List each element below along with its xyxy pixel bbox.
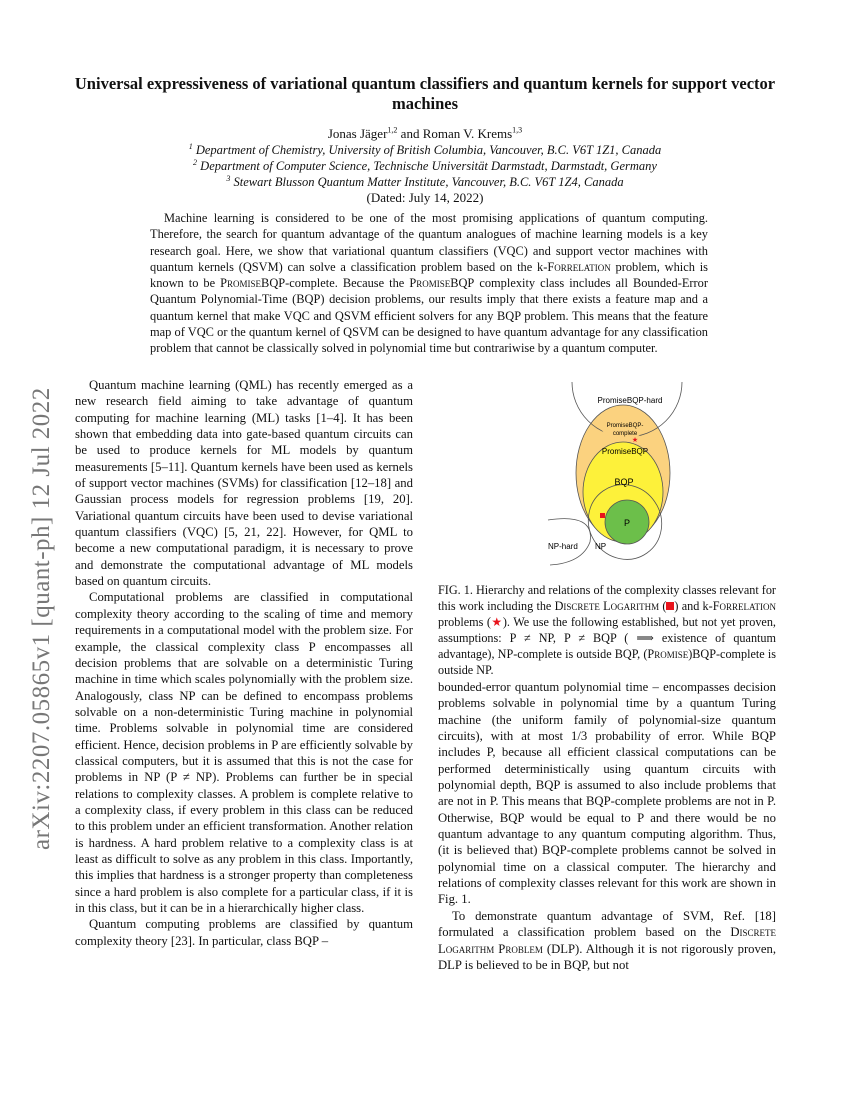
aff-sup: 1 <box>188 141 193 151</box>
author-name: Roman V. Krems <box>422 126 513 141</box>
abstract-text: PromiseBQP <box>220 276 286 291</box>
paragraph: Quantum computing problems are classified by quantum complexity theory [23]. In particular, class BQP – <box>75 917 413 948</box>
author-and: and <box>397 126 423 141</box>
label-p: P <box>623 518 631 528</box>
aff-text: Department of Chemistry, University of British Columbia, Vancouver, B.C. V6T 1Z1, Canada <box>195 143 662 157</box>
aff-text: Department of Computer Science, Technische Universität Darmstadt, Darmstadt, Germany <box>200 159 657 173</box>
label-promisebqp: PromiseBQP <box>601 447 649 456</box>
figure-caption <box>438 582 776 678</box>
aff-sup: 2 <box>193 157 198 167</box>
label-promisebqp-complete-2: complete <box>612 431 638 437</box>
author-sup: 1,2 <box>387 125 398 135</box>
abstract-text: -complete. Because the <box>285 276 410 291</box>
paragraph-text: To demonstrate quantum advantage of SVM, Ref. [18] formulated a classification problem based on the <box>438 908 776 940</box>
abstract-text: Machine learning is considered to be one of the most promising applications of quantum computing. Therefore, the search for quantum advantage of the quantum analogues of machine learning models is a key research goal. Here, we show that variational quantum classifiers (VQC) and support vector machines with quantum kernels (QSVM) can solve a classification problem based on the k- <box>150 211 708 274</box>
paragraph <box>438 908 776 973</box>
abstract-text: Forrelation <box>547 259 611 274</box>
paper-title: Universal expressiveness of variational quantum classifiers and quantum kernels for support vector machines <box>74 74 776 113</box>
abstract-text: problem, which is known to be <box>150 259 708 291</box>
paragraph: Computational problems are classified in computational complexity theory according to the scaling of time and memory requirements in a computational model with the problem size. For example, the classical complexity class P encompasses all decision problems that are solvable on a deterministic Turing machine in time which scales polynomially with the problem size. Analogously, class NP can be defined to encompass problems solvable on a non-deterministic Turing machine in polynomial time. Problems solvable in polynomial time are considered efficient. Hence, decision problems in P are efficiently solvable by classical computers, but it is assumed that this is not the case for problems in NP (P ≠ NP). Problems can further be in special relations to complexity classes. A problem is complete relative to a complexity class, if every problem in this class can be reduced to this problem under an efficient transformation. Another relation is hardness. A hard problem relative to a complexity class is at least as difficult to solve as any problem in this class. Importantly, this implies that hardness is a stronger property than completeness since a hard problem is also complete for a particular class, if it is in this class, but it can be in a hierarchically higher class. <box>75 590 413 915</box>
forrelation-star: ★ <box>631 437 639 444</box>
paragraph-text: Discrete Logarithm Problem <box>438 925 776 956</box>
caption-text: ). We use the following established, but not yet proven, assumptions: P ≠ NP, P ≠ BQP ( ⟹ existence of quantum advantage), NP-complete is outside BQP, ( <box>438 615 776 661</box>
author-sup: 1,3 <box>512 125 523 135</box>
abstract-text: complexity class includes all Bounded-Error Quantum Polynomial-Time (BQP) decision problems, our results imply that there exists a feature map and a quantum kernel that make VQC and QSVM efficient solvers for any BQP problem. This means that the feature map of VQC or the quantum kernel of QSVM can be designed to have quantum advantage for any classification problem that cannot be classically solved in polynomial time but contrariwise by a quantum computer. <box>150 276 708 356</box>
label-promisebqp-complete: PromiseBQP- <box>606 423 644 429</box>
date-line: (Dated: July 14, 2022) <box>366 190 484 205</box>
caption-text: ( <box>659 599 667 613</box>
caption-text: )BQP-complete is outside NP. <box>438 647 777 677</box>
caption-text: FIG. 1. Hierarchy and relations of the complexity classes relevant for this work including the <box>438 583 776 613</box>
abstract-text: PromiseBQP <box>409 276 475 291</box>
discrete-log-marker <box>600 513 605 518</box>
affiliation <box>60 142 790 158</box>
left-column <box>75 377 413 949</box>
authors-block <box>60 126 790 206</box>
red-star-icon: ★ <box>490 615 503 629</box>
label-promisebqp-hard: PromiseBQP-hard <box>597 396 663 405</box>
right-column <box>438 679 776 973</box>
caption-text: problems ( <box>438 615 491 629</box>
aff-text: Stewart Blusson Quantum Matter Institute, Vancouver, B.C. V6T 1Z4, Canada <box>233 175 624 189</box>
aff-sup: 3 <box>226 173 231 183</box>
label-np: NP <box>595 542 607 551</box>
label-bqp: BQP <box>614 477 634 487</box>
paragraph: Quantum machine learning (QML) has recently emerged as a new research field aiming to take advantage of quantum computing for machine learning (ML) tasks [1–4]. It has been shown that embedding data into gate-based quantum circuits can be used to produce kernels for ML models by quantum measurements [5–11]. Quantum kernels have been used as kernels of support vector machines (SVMs) for classification [12–18] and Gaussian process models for regression problems [19, 20]. Variational quantum circuits have been used to devise variational quantum classifiers (VQC) [5, 21, 22]. However, for QML to become a new computational paradigm, it is necessary to prove and demonstrate the computational advantage of ML models based on quantum circuits. <box>75 378 413 589</box>
arxiv-stamp: arXiv:2207.05865v1 [quant-ph] 12 Jul 2022 <box>28 387 55 850</box>
abstract <box>150 210 708 357</box>
affiliation <box>60 174 790 190</box>
caption-text: Promise <box>647 647 689 661</box>
caption-text: ) and k- <box>674 599 713 613</box>
affiliation <box>60 158 790 174</box>
paragraph: bounded-error quantum polynomial time – encompasses decision problems solvable in polynomial time by a quantum Turing machine (the uniform family of polynomial-size quantum circuits), with at most 1/3 probability of error. While BQP includes P, because all efficient classical computations can be performed deterministically using quantum circuits with polynomial depth, BQP is assumed to also include problems that are not in P. This means that BQP-complete problems are not in P. Otherwise, BQP would be equal to P and there would be no quantum advantage to any quantum computing algorithm. Thus, (it is believed that) BQP-complete problems cannot be solved in polynomial time on a classical computer. The hierarchy and relations of complexity classes relevant for this work are shown in Fig. 1. <box>438 680 776 907</box>
complexity-diagram <box>520 370 720 580</box>
label-np-hard: NP-hard <box>548 542 578 551</box>
author-line <box>60 126 790 142</box>
paragraph-text: (DLP). Although it is not rigorously proven, DLP is believed to be in BQP, but not <box>438 941 777 972</box>
caption-text: Discrete Logarithm <box>554 599 660 613</box>
caption-text: Forrelation <box>712 599 776 613</box>
author-name: Jonas Jäger <box>327 126 388 141</box>
